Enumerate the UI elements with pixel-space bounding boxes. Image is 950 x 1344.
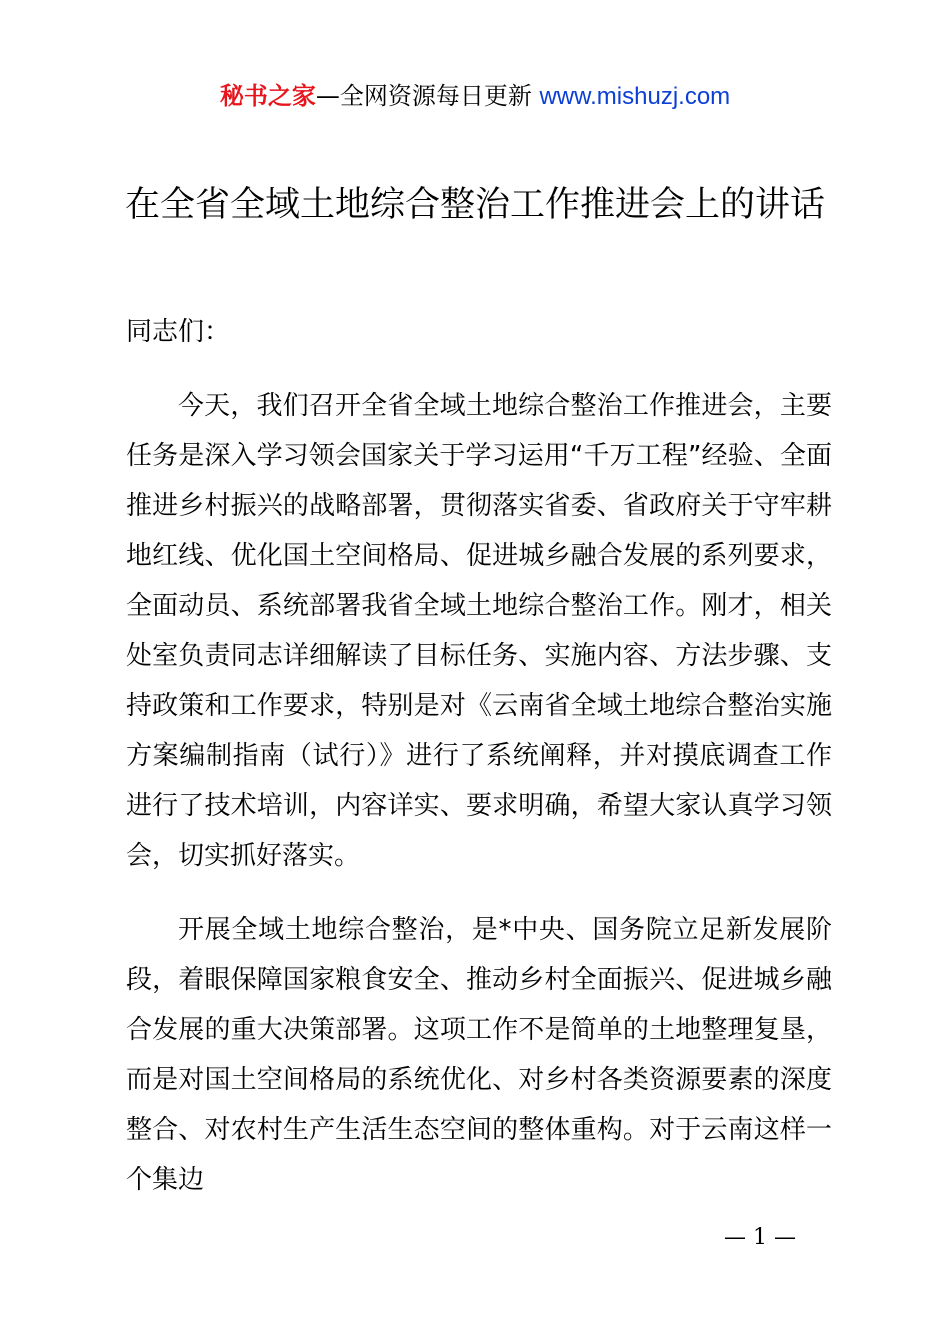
- brand-name: 秘书之家: [219, 82, 316, 110]
- site-url-link[interactable]: www.mishuzj.com: [539, 83, 731, 110]
- site-header: [0, 80, 950, 113]
- paragraph-2: 开展全域土地综合整治，是*中央、国务院立足新发展阶段，着眼保障国家粮食安全、推动乡村全面振兴、促进城乡融合发展的重大决策部署。这项工作不是简单的土地整理复垦，而是对国土空间格局的系统优化、对乡村各类资源要素的深度整合、对农村生产生活生态空间的整体重构。对于云南这样一个集边: [126, 915, 832, 1195]
- header-tagline: —全网资源每日更新: [315, 82, 540, 110]
- document-body: [126, 307, 832, 1205]
- paragraph-1: 今天，我们召开全省全域土地综合整治工作推进会，主要任务是深入学习领会国家关于学习运用“千万工程”经验、全面推进乡村振兴的战略部署，贯彻落实省委、省政府关于守牢耕地红线、优化国土空间格局、促进城乡融合发展的系列要求，全面动员、系统部署我省全域土地综合整治工作。刚才，相关处室负责同志详细解读了目标任务、实施内容、方法步骤、支持政策和工作要求，特别是对《云南省全域土地综合整治实施方案编制指南（试行）》进行了系统阐释，并对摸底调查工作进行了技术培训，内容详实、要求明确，希望大家认真学习领会，切实抓好落实。: [126, 391, 832, 871]
- salutation: 同志们：: [126, 317, 231, 347]
- document-title: 在全省全域土地综合整治工作推进会上的讲话: [124, 185, 825, 225]
- page-number: — 1 —: [724, 1225, 796, 1250]
